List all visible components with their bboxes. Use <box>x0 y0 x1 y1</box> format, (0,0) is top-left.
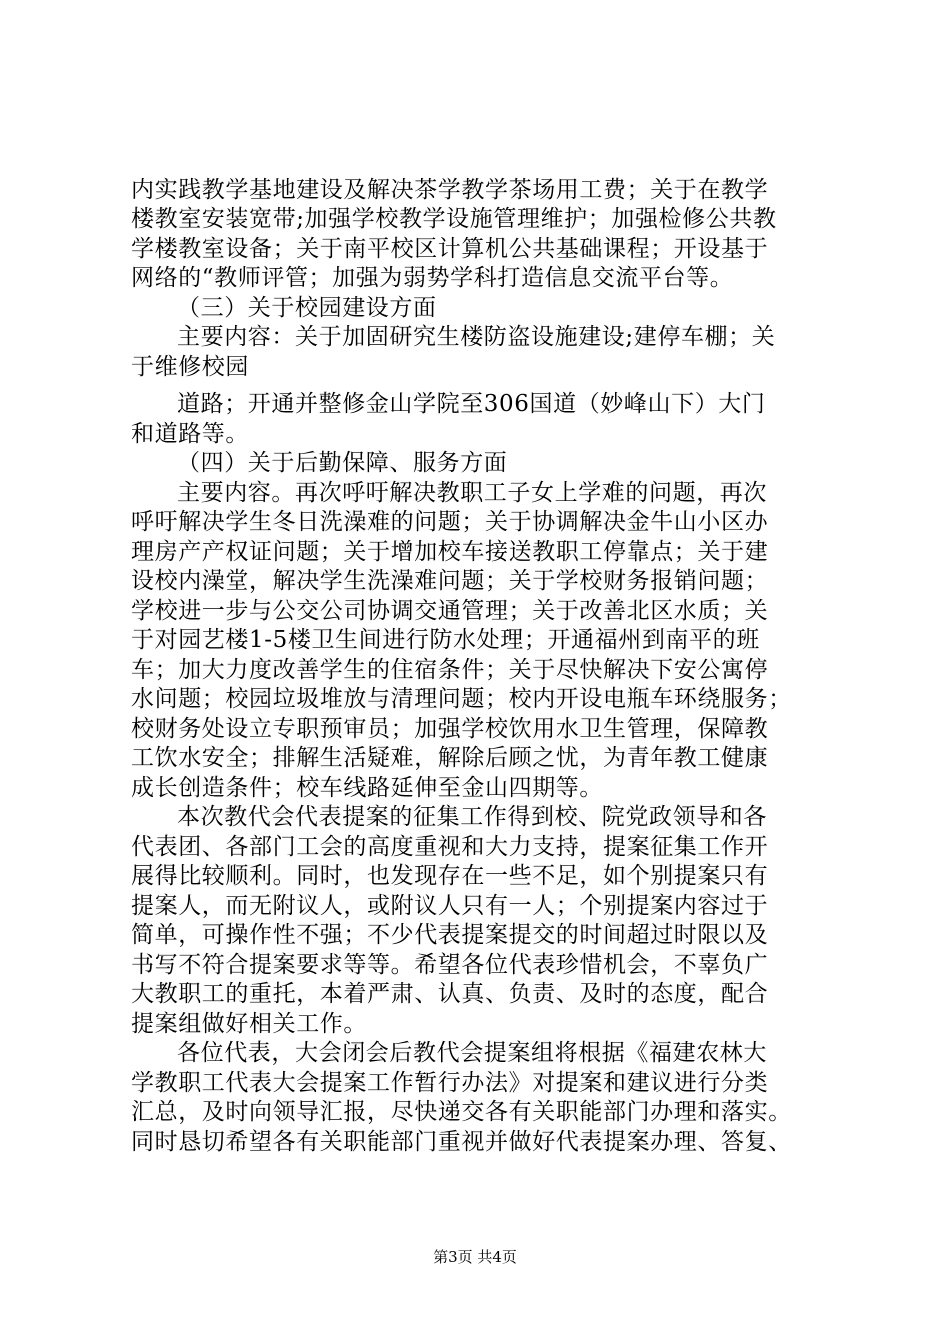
text-line: 大教职工的重托，本着严肃、认真、负责、及时的态度，配合 <box>131 981 769 1007</box>
text-line: 主要内容：关于加固研究生楼防盗设施建设;建停车棚；关 <box>177 324 776 350</box>
section-heading: （四）关于后勤保障、服务方面 <box>177 450 508 476</box>
text-line: 工饮水安全；排解生活疑难，解除后顾之忧，为青年教工健康 <box>131 745 769 771</box>
text-line: 于对园艺楼1-5楼卫生间进行防水处理；开通福州到南平的班 <box>131 627 760 653</box>
text-line: 理房产产权证问题；关于增加校车接送教职工停靠点；关于建 <box>131 539 769 565</box>
text-line: 展得比较顺利。同时，也发现存在一些不足，如个别提案只有 <box>131 863 769 889</box>
text-line: 学校进一步与公交公司协调交通管理；关于改善北区水质；关 <box>131 598 769 624</box>
text-line: 内实践教学基地建设及解决茶学教学茶场用工费；关于在教学 <box>131 177 769 203</box>
text-line: 各位代表，大会闭会后教代会提案组将根据《福建农林大 <box>177 1040 767 1066</box>
section-heading: （三）关于校园建设方面 <box>177 295 437 321</box>
text-line: 校财务处设立专职预审员；加强学校饮用水卫生管理，保障教 <box>131 716 769 742</box>
text-line: 水问题；校园垃圾堆放与清理问题；校内开设电瓶车环绕服务； <box>131 686 792 712</box>
text-line: 学楼教室设备；关于南平校区计算机公共基础课程；开设基于 <box>131 236 769 262</box>
text-line: 于维修校园 <box>131 354 249 380</box>
page-footer: 第3页 共4页 <box>433 1248 517 1266</box>
text-line: 道路；开通并整修金山学院至306国道（妙峰山下）大门 <box>177 391 766 417</box>
text-line: 提案组做好相关工作。 <box>131 1011 367 1037</box>
text-line: 提案人，而无附议人，或附议人只有一人；个别提案内容过于 <box>131 893 769 919</box>
text-line: 汇总，及时向领导汇报，尽快递交各有关职能部门办理和落实。 <box>131 1099 792 1125</box>
text-line: 车；加大力度改善学生的住宿条件；关于尽快解决下安公寓停 <box>131 657 769 683</box>
text-line: 本次教代会代表提案的征集工作得到校、院党政领导和各 <box>177 804 767 830</box>
text-line: 书写不符合提案要求等等。希望各位代表珍惜机会，不辜负广 <box>131 952 769 978</box>
text-line: 学教职工代表大会提案工作暂行办法》对提案和建议进行分类 <box>131 1070 769 1096</box>
text-line: 呼吁解决学生冬日洗澡难的问题；关于协调解决金牛山小区办 <box>131 509 769 535</box>
text-line: 主要内容。再次呼吁解决教职工子女上学难的问题，再次 <box>177 480 767 506</box>
text-line: 和道路等。 <box>131 421 249 447</box>
text-line: 代表团、各部门工会的高度重视和大力支持，提案征集工作开 <box>131 834 769 860</box>
text-line: 网络的“教师评管；加强为弱势学科打造信息交流平台等。 <box>131 265 734 291</box>
text-line: 设校内澡堂，解决学生洗澡难问题；关于学校财务报销问题； <box>131 568 769 594</box>
text-line: 楼教室安装宽带;加强学校教学设施管理维护；加强检修公共教 <box>131 206 777 232</box>
text-line: 成长创造条件；校车线路延伸至金山四期等。 <box>131 775 603 801</box>
text-line: 同时恳切希望各有关职能部门重视并做好代表提案办理、答复、 <box>131 1129 792 1155</box>
text-line: 简单，可操作性不强；不少代表提案提交的时间超过时限以及 <box>131 922 769 948</box>
